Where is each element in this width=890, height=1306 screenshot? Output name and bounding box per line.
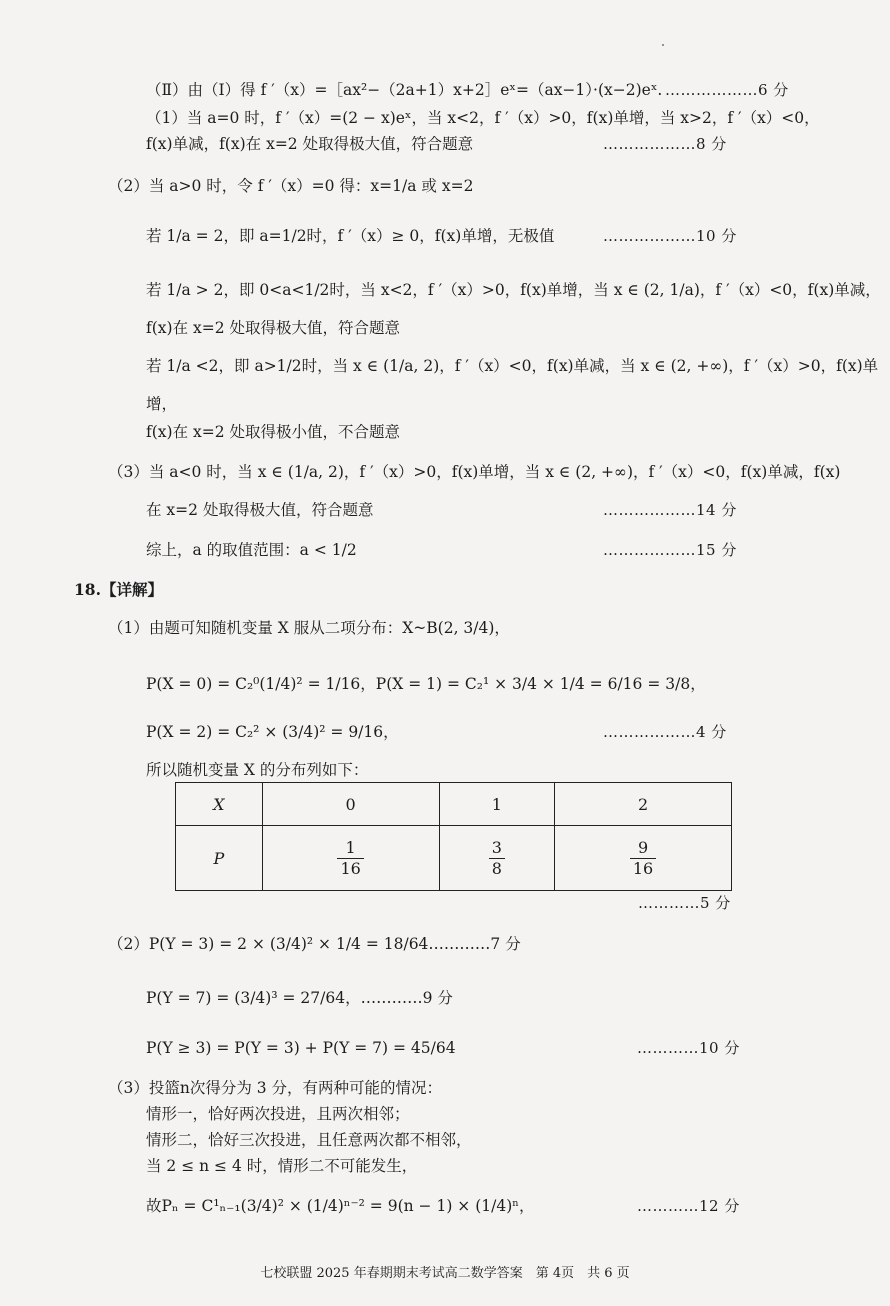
text-line-23: 情形一，恰好两次投进，且两次相邻；	[146, 1105, 410, 1123]
text-line-26: 故Pₙ = C¹ₙ₋₁(3/4)² × (1/4)ⁿ⁻² = 9(n − 1) × (1/4)ⁿ，	[146, 1197, 535, 1215]
score-4: ………………4 分	[603, 723, 727, 741]
text-line-0: （Ⅱ）由（Ⅰ）得 f ′（x）=［ax²−（2a+1）x+2］eˣ=（ax−1）·(x−2)eˣ.	[146, 81, 663, 99]
table-header-row	[176, 783, 732, 826]
score-15: ………………15 分	[603, 541, 737, 559]
text-line-4: 若 1/a = 2，即 a=1/2时，f ′（x）≥ 0，f(x)单增，无极值	[146, 227, 555, 245]
text-line-17: 所以随机变量 X 的分布列如下：	[146, 761, 369, 779]
text-line-8: 增，	[146, 395, 178, 413]
table-row-label: P	[176, 826, 263, 891]
score-5: …………5 分	[638, 894, 731, 912]
distribution-table	[175, 782, 732, 891]
question-18-heading: 18.【详解】	[74, 580, 163, 599]
text-line-9: f(x)在 x=2 处取得极小值，不合题意	[146, 423, 401, 441]
score-10a: ………………10 分	[603, 227, 737, 245]
table-header-cell: 0	[262, 783, 439, 826]
text-line-3: （2）当 a>0 时，令 f ′（x）=0 得：x=1/a 或 x=2	[108, 177, 474, 195]
text-line-24: 情形二，恰好三次投进，且任意两次都不相邻，	[146, 1131, 472, 1149]
score-8: ………………8 分	[603, 135, 727, 153]
text-line-2: f(x)单减，f(x)在 x=2 处取得极大值，符合题意	[146, 135, 474, 153]
table-cell: $\frac{3}{8}$	[439, 826, 555, 891]
text-line-12: 综上，a 的取值范围：a < 1/2	[146, 541, 357, 559]
table-row	[176, 826, 732, 891]
text-line-25: 当 2 ≤ n ≤ 4 时，情形二不可能发生，	[146, 1157, 418, 1175]
text-line-19: （2）P(Y = 3) = 2 × (3/4)² × 1/4 = 18/64…………7 分	[108, 935, 521, 953]
page-footer: 七校联盟 2025 年春期期末考试高二数学答案 第 4页 共 6 页	[260, 1266, 630, 1281]
score-12: …………12 分	[637, 1197, 740, 1215]
text-line-10: （3）当 a<0 时，当 x ∈ (1/a, 2)，f ′（x）>0，f(x)单增，当 x ∈ (2, +∞)，f ′（x）<0，f(x)单减，f(x)	[108, 463, 841, 481]
score-10b: …………10 分	[637, 1039, 740, 1057]
text-line-11: 在 x=2 处取得极大值，符合题意	[146, 501, 374, 519]
table-cell: $\frac{1}{16}$	[262, 826, 439, 891]
scan-speck	[662, 44, 664, 46]
score-6: ………………6 分	[665, 81, 789, 99]
table-header-cell: 1	[439, 783, 555, 826]
text-line-20: P(Y = 7) = (3/4)³ = 27/64，…………9 分	[146, 989, 453, 1007]
text-line-22: （3）投篮n次得分为 3 分，有两种可能的情况：	[108, 1079, 443, 1097]
text-line-1: （1）当 a=0 时，f ′（x）=(2 − x)eˣ，当 x<2，f ′（x）>0，f(x)单增，当 x>2，f ′（x）<0，	[146, 109, 820, 127]
table-header-cell: 2	[555, 783, 732, 826]
text-line-15: P(X = 0) = C₂⁰(1/4)² = 1/16，P(X = 1) = C₂¹ × 3/4 × 1/4 = 6/16 = 3/8，	[146, 675, 706, 693]
text-line-16: P(X = 2) = C₂² × (3/4)² = 9/16，	[146, 723, 399, 741]
score-14: ………………14 分	[603, 501, 737, 519]
table-cell: $\frac{9}{16}$	[555, 826, 732, 891]
text-line-5: 若 1/a > 2，即 0<a<1/2时，当 x<2，f ′（x）>0，f(x)单增，当 x ∈ (2, 1/a)，f ′（x）<0，f(x)单减，	[146, 281, 881, 299]
text-line-6: f(x)在 x=2 处取得极大值，符合题意	[146, 319, 401, 337]
text-line-14: （1）由题可知随机变量 X 服从二项分布：X~B(2, 3/4)，	[108, 619, 510, 637]
text-line-7: 若 1/a <2，即 a>1/2时，当 x ∈ (1/a, 2)，f ′（x）<0，f(x)单减，当 x ∈ (2, +∞)，f ′（x）>0，f(x)单	[146, 357, 879, 375]
table-header-cell: X	[176, 783, 263, 826]
text-line-21: P(Y ≥ 3) = P(Y = 3) + P(Y = 7) = 45/64	[146, 1039, 456, 1057]
